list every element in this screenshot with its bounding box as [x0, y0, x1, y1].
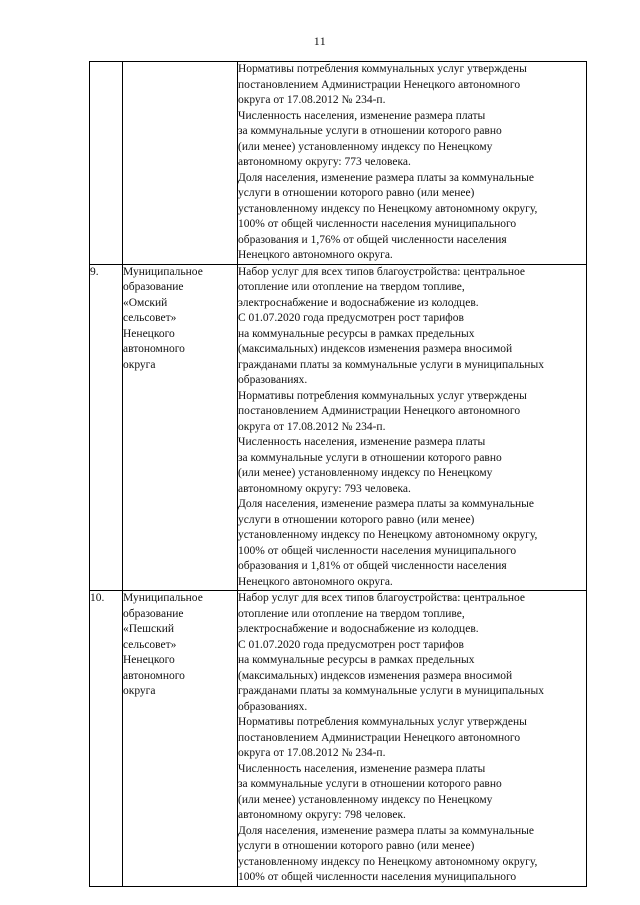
service-description-line: образованиях. [238, 374, 308, 386]
service-description-line: отопление или отопление на твердом топливе, [238, 607, 465, 620]
service-description-line: Ненецкого автономного округа. [238, 575, 393, 588]
service-description-line: автономному округу: 773 человека. [238, 156, 411, 168]
service-description-line: 100% от общей численности населения муниципального [238, 218, 517, 230]
service-description-line: автономному округу: 798 человек. [238, 809, 406, 821]
row-number: 9. [90, 265, 99, 278]
municipality-name-line: Ненецкого [123, 654, 175, 666]
municipality-name-line: образование [123, 607, 184, 620]
row-number-cell [90, 62, 123, 265]
service-description-line: образованиях. [238, 700, 308, 713]
municipality-name-cell [123, 62, 238, 265]
service-description-line: электроснабжение и водоснабжение из колодцев. [238, 623, 479, 635]
service-description-line: Доля населения, изменение размера платы за коммунальные [238, 171, 534, 184]
service-description-line: за коммунальные услуги в отношении которого равно [238, 125, 502, 137]
service-description-line: установленному индексу по Ненецкому автономному округу, [238, 529, 538, 541]
service-description-line: услуги в отношении которого равно (или менее) [238, 187, 475, 199]
service-description-line: Численность населения, изменение размера платы [238, 762, 486, 775]
service-description-cell [238, 591, 587, 887]
service-description-line: автономному округу: 793 человека. [238, 482, 411, 495]
service-description-line: Доля населения, изменение размера платы за коммунальные [238, 498, 534, 510]
service-description-line: Набор услуг для всех типов благоустройства: центральное [238, 265, 525, 278]
service-description-line: Нормативы потребления коммунальных услуг утверждены [238, 63, 527, 75]
row-number-cell [90, 264, 123, 591]
service-description-line: (или менее) установленному индексу по Ненецкому [238, 467, 493, 479]
service-description-line: Ненецкого автономного округа. [238, 249, 393, 261]
municipality-name-line: Муниципальное [123, 592, 203, 604]
municipal-services-table [89, 61, 587, 887]
municipality-name-line: округа [123, 358, 156, 371]
service-description-line: электроснабжение и водоснабжение из колодцев. [238, 296, 479, 309]
table-row [90, 264, 587, 591]
municipality-name-line: округа [123, 685, 156, 697]
row-number: 10. [90, 592, 105, 604]
service-description-line: постановлением Администрации Ненецкого автономного [238, 731, 521, 744]
table-row [90, 62, 587, 265]
service-description-line: постановлением Администрации Ненецкого автономного [238, 78, 521, 91]
service-description-line: (максимальных) индексов изменения размера вносимой [238, 669, 513, 682]
service-description-line: постановлением Администрации Ненецкого автономного [238, 405, 521, 417]
service-description-line: Численность населения, изменение размера платы [238, 436, 486, 448]
service-description-line: установленному индексу по Ненецкому автономному округу, [238, 202, 538, 215]
municipality-name-line: Муниципальное [123, 265, 203, 278]
service-description-line: за коммунальные услуги в отношении которого равно [238, 451, 502, 464]
municipality-name-cell [123, 264, 238, 591]
service-description-line: С 01.07.2020 года предусмотрен рост тарифов [238, 312, 464, 324]
service-description-line: гражданами платы за коммунальные услуги в муниципальных [238, 685, 544, 697]
table-row [90, 591, 587, 887]
service-description-line: Доля населения, изменение размера платы за коммунальные [238, 824, 534, 837]
service-description-line: услуги в отношении которого равно (или менее) [238, 513, 475, 526]
service-description-line: Нормативы потребления коммунальных услуг утверждены [238, 716, 527, 728]
municipality-name-line: образование [123, 281, 184, 293]
municipality-name-line: «Омский [123, 296, 168, 309]
municipality-name-cell [123, 591, 238, 887]
page-number: 11 [313, 34, 327, 48]
service-description-line: (или менее) установленному индексу по Ненецкому [238, 140, 493, 153]
row-number-cell [90, 591, 123, 887]
service-description-line: Набор услуг для всех типов благоустройства: центральное [238, 592, 525, 604]
service-description-line: на коммунальные ресурсы в рамках предельных [238, 654, 475, 666]
table-body [90, 62, 587, 887]
service-description-line: отопление или отопление на твердом топливе, [238, 281, 465, 293]
service-description-line: округа от 17.08.2012 № 234-п. [238, 94, 386, 106]
service-description-line: образования и 1,81% от общей численности населения [238, 560, 507, 572]
municipality-name-line: сельсовет» [123, 312, 177, 324]
municipality-name-line: Ненецкого [123, 327, 175, 340]
service-description-line: Численность населения, изменение размера платы [238, 109, 486, 122]
municipality-name-line: «Пешский [123, 623, 175, 635]
service-description-line: (максимальных) индексов изменения размера вносимой [238, 343, 513, 355]
service-description-line: С 01.07.2020 года предусмотрен рост тарифов [238, 638, 464, 651]
service-description-cell [238, 62, 587, 265]
service-description-line: образования и 1,76% от общей численности населения [238, 233, 507, 246]
service-description-line: гражданами платы за коммунальные услуги в муниципальных [238, 358, 544, 371]
service-description-cell [238, 264, 587, 591]
service-description-line: услуги в отношении которого равно (или менее) [238, 840, 475, 852]
service-description-line: установленному индексу по Ненецкому автономному округу, [238, 855, 538, 868]
municipality-name-line: автономного [123, 343, 185, 355]
service-description-line: округа от 17.08.2012 № 234-п. [238, 420, 386, 433]
service-description-line: Нормативы потребления коммунальных услуг утверждены [238, 389, 527, 402]
service-description-line: округа от 17.08.2012 № 234-п. [238, 747, 386, 759]
service-description-line: 100% от общей численности населения муниципального [238, 871, 517, 883]
service-description-line: (или менее) установленному индексу по Ненецкому [238, 793, 493, 806]
service-description-line: 100% от общей численности населения муниципального [238, 544, 517, 557]
municipality-name-line: сельсовет» [123, 638, 177, 651]
service-description-line: на коммунальные ресурсы в рамках предельных [238, 327, 475, 340]
service-description-line: за коммунальные услуги в отношении которого равно [238, 778, 502, 790]
municipality-name-line: автономного [123, 669, 185, 682]
